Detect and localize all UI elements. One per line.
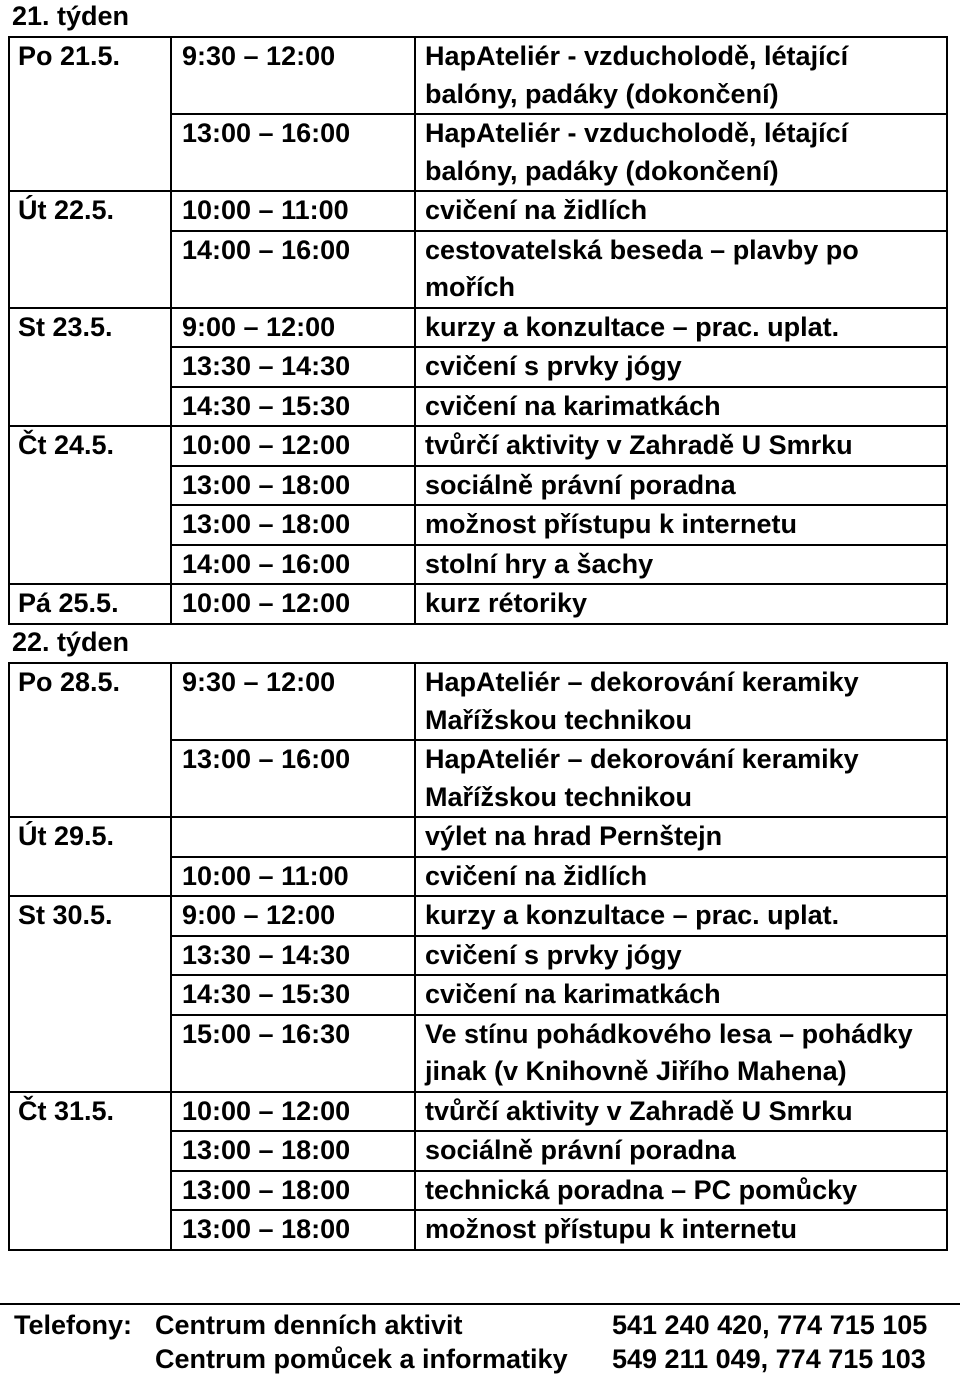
time-cell: 10:00 – 12:00: [171, 584, 415, 624]
schedule-row: [9, 505, 947, 545]
schedule-row: [9, 817, 947, 857]
schedule-row: [9, 1210, 947, 1250]
schedule-row: [9, 347, 947, 387]
phone-entry-numbers: 549 211 049, 774 715 103: [612, 1344, 926, 1374]
schedule-row: [9, 1171, 947, 1211]
activity-cell: sociálně právní poradna: [415, 466, 947, 506]
week-22-title: 22. týden: [12, 627, 130, 657]
day-cell: Čt 24.5.: [9, 426, 171, 466]
activity-cell: kurz rétoriky: [415, 584, 947, 624]
time-cell: 13:00 – 18:00: [171, 1171, 415, 1211]
activity-cell: možnost přístupu k internetu: [415, 505, 947, 545]
activity-cell: HapAteliér – dekorování keramiky Mařížskou technikou: [415, 740, 947, 817]
time-cell: 15:00 – 16:30: [171, 1015, 415, 1092]
schedule-row: [9, 1131, 947, 1171]
phone-entry-name: Centrum denních aktivit: [155, 1310, 463, 1340]
time-cell: 13:00 – 16:00: [171, 114, 415, 191]
day-cell: Po 21.5.: [9, 37, 171, 114]
schedule-row: [9, 308, 947, 348]
time-cell: 10:00 – 11:00: [171, 191, 415, 231]
time-cell: 14:30 – 15:30: [171, 975, 415, 1015]
schedule-row: [9, 231, 947, 308]
time-cell: 14:00 – 16:00: [171, 545, 415, 585]
activity-cell: cestovatelská beseda – plavby po mořích: [415, 231, 947, 308]
week-21-schedule: [8, 36, 948, 625]
day-cell: [9, 1210, 171, 1250]
time-cell: 14:00 – 16:00: [171, 231, 415, 308]
time-cell: 13:00 – 18:00: [171, 1131, 415, 1171]
day-cell: [9, 857, 171, 897]
schedule-row: [9, 426, 947, 466]
activity-cell: cvičení na židlích: [415, 857, 947, 897]
activity-cell: cvičení s prvky jógy: [415, 936, 947, 976]
day-cell: [9, 347, 171, 387]
time-cell: 13:00 – 18:00: [171, 505, 415, 545]
schedule-row: [9, 466, 947, 506]
day-cell: [9, 1131, 171, 1171]
activity-cell: výlet na hrad Pernštejn: [415, 817, 947, 857]
activity-cell: cvičení na židlích: [415, 191, 947, 231]
day-cell: [9, 1171, 171, 1211]
time-cell: [171, 817, 415, 857]
time-cell: 13:00 – 16:00: [171, 740, 415, 817]
time-cell: 13:30 – 14:30: [171, 347, 415, 387]
activity-cell: stolní hry a šachy: [415, 545, 947, 585]
activity-cell: možnost přístupu k internetu: [415, 1210, 947, 1250]
time-cell: 10:00 – 11:00: [171, 857, 415, 897]
day-cell: [9, 936, 171, 976]
day-cell: St 30.5.: [9, 896, 171, 936]
day-cell: [9, 975, 171, 1015]
day-cell: [9, 114, 171, 191]
schedule-row: [9, 740, 947, 817]
schedule-row: [9, 663, 947, 740]
schedule-row: [9, 1092, 947, 1132]
day-cell: Pá 25.5.: [9, 584, 171, 624]
time-cell: 13:00 – 18:00: [171, 1210, 415, 1250]
week-22-rows: [9, 663, 947, 1250]
activity-cell: HapAteliér - vzducholodě, létající balóny, padáky (dokončení): [415, 114, 947, 191]
activity-cell: cvičení na karimatkách: [415, 975, 947, 1015]
activity-cell: tvůrčí aktivity v Zahradě U Smrku: [415, 1092, 947, 1132]
activity-cell: kurzy a konzultace – prac. uplat.: [415, 896, 947, 936]
schedule-row: [9, 896, 947, 936]
activity-cell: cvičení na karimatkách: [415, 387, 947, 427]
activity-cell: HapAteliér - vzducholodě, létající balóny, padáky (dokončení): [415, 37, 947, 114]
schedule-row: [9, 975, 947, 1015]
schedule-row: [9, 114, 947, 191]
phone-entry-name: Centrum pomůcek a informatiky: [155, 1344, 568, 1374]
activity-cell: tvůrčí aktivity v Zahradě U Smrku: [415, 426, 947, 466]
schedule-row: [9, 584, 947, 624]
day-cell: Čt 31.5.: [9, 1092, 171, 1132]
time-cell: 10:00 – 12:00: [171, 1092, 415, 1132]
day-cell: [9, 466, 171, 506]
day-cell: [9, 505, 171, 545]
time-cell: 13:30 – 14:30: [171, 936, 415, 976]
time-cell: 9:00 – 12:00: [171, 896, 415, 936]
schedule-row: [9, 387, 947, 427]
activity-cell: HapAteliér – dekorování keramiky Mařížskou technikou: [415, 663, 947, 740]
day-cell: St 23.5.: [9, 308, 171, 348]
day-cell: [9, 231, 171, 308]
activity-cell: sociálně právní poradna: [415, 1131, 947, 1171]
day-cell: Út 29.5.: [9, 817, 171, 857]
week-21-rows: [9, 37, 947, 624]
time-cell: 9:00 – 12:00: [171, 308, 415, 348]
activity-cell: Ve stínu pohádkového lesa – pohádky jinak (v Knihovně Jiřího Mahena): [415, 1015, 947, 1092]
day-cell: [9, 740, 171, 817]
day-cell: Po 28.5.: [9, 663, 171, 740]
time-cell: 13:00 – 18:00: [171, 466, 415, 506]
time-cell: 9:30 – 12:00: [171, 663, 415, 740]
schedule-row: [9, 37, 947, 114]
time-cell: 14:30 – 15:30: [171, 387, 415, 427]
day-cell: [9, 545, 171, 585]
day-cell: [9, 387, 171, 427]
activity-cell: kurzy a konzultace – prac. uplat.: [415, 308, 947, 348]
schedule-row: [9, 936, 947, 976]
phone-entry-numbers: 541 240 420, 774 715 105: [612, 1310, 928, 1340]
day-cell: [9, 1015, 171, 1092]
schedule-row: [9, 545, 947, 585]
schedule-row: [9, 1015, 947, 1092]
week-21-title: 21. týden: [12, 1, 130, 31]
day-cell: Út 22.5.: [9, 191, 171, 231]
time-cell: 9:30 – 12:00: [171, 37, 415, 114]
activity-cell: cvičení s prvky jógy: [415, 347, 947, 387]
activity-cell: technická poradna – PC pomůcky: [415, 1171, 947, 1211]
schedule-row: [9, 857, 947, 897]
schedule-row: [9, 191, 947, 231]
phones-label: Telefony:: [14, 1310, 133, 1340]
footer-divider: [0, 1303, 960, 1305]
week-22-schedule: [8, 662, 948, 1251]
time-cell: 10:00 – 12:00: [171, 426, 415, 466]
